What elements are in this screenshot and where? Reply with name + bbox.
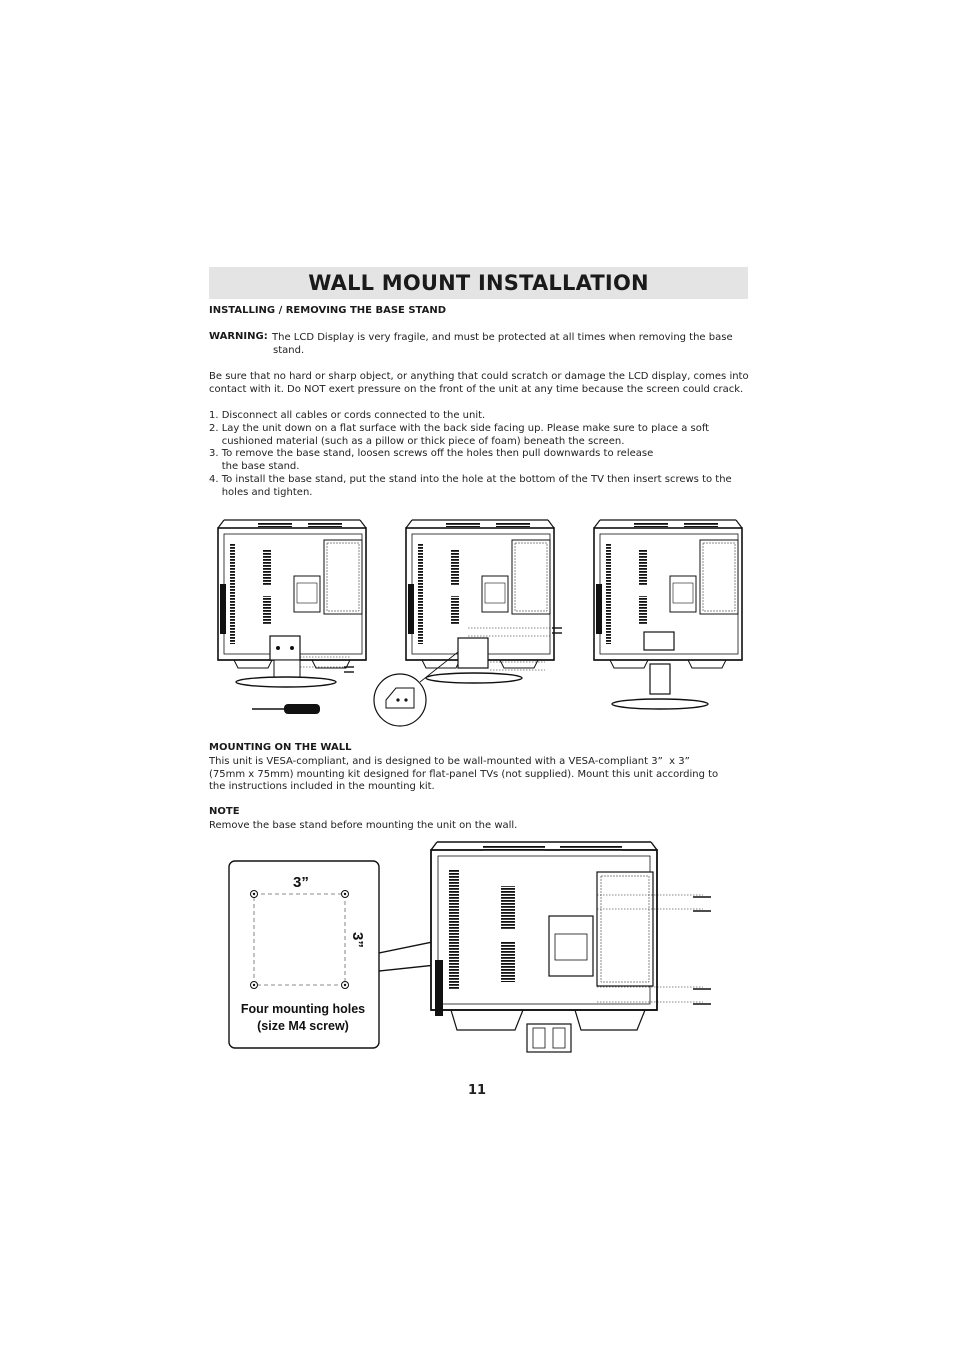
caution-line-1: Be sure that no hard or sharp object, or anything that could scratch or damage the LCD display, comes into (209, 371, 749, 382)
mounting-heading: MOUNTING ON THE WALL (209, 742, 352, 753)
step-item: holes and tighten. (209, 487, 313, 498)
dim-horizontal-label: 3” (293, 874, 309, 891)
vesa-mount-diagram (225, 840, 720, 1070)
title-bar (209, 267, 748, 299)
tv-back-large (431, 842, 657, 1052)
caption-line-2: (size M4 screw) (257, 1019, 349, 1033)
dim-vertical-label: 3” (349, 932, 366, 948)
note-heading: NOTE (209, 806, 240, 817)
warning-line-2: stand. (273, 345, 305, 356)
page-number: 11 (467, 1083, 487, 1098)
caution-line-2: contact with it. Do NOT exert pressure on the front of the unit at any time because the screen could crack. (209, 384, 744, 395)
mounting-line-1: This unit is VESA-compliant, and is designed to be wall-mounted with a VESA-compliant 3” x 3” (209, 756, 690, 767)
step-item: cushioned material (such as a pillow or thick piece of foam) beneath the screen. (209, 436, 625, 447)
step-item: 1. Disconnect all cables or cords connected to the unit. (209, 410, 486, 421)
base-stand-illustrations (200, 512, 760, 732)
tv-back-illustration-1 (218, 520, 366, 714)
step-item: the base stand. (209, 461, 300, 472)
base-stand-heading: INSTALLING / REMOVING THE BASE STAND (209, 305, 447, 316)
warning-label: WARNING: (209, 331, 268, 342)
step-item: 2. Lay the unit down on a flat surface with the back side facing up. Please make sure to place a soft (209, 423, 710, 434)
caption-line-1: Four mounting holes (240, 1002, 366, 1016)
tv-back-illustration-2 (374, 520, 562, 726)
mounting-line-2: (75mm x 75mm) mounting kit designed for flat-panel TVs (not supplied). Mount this unit according to (209, 769, 719, 780)
warning-line-1: The LCD Display is very fragile, and must be protected at all times when removing the base (272, 332, 733, 343)
page-title: WALL MOUNT INSTALLATION (308, 271, 649, 295)
step-item: 4. To install the base stand, put the stand into the hole at the bottom of the TV then insert screws to the (209, 474, 732, 485)
note-text: Remove the base stand before mounting the unit on the wall. (209, 820, 518, 831)
mounting-line-3: the instructions included in the mounting kit. (209, 781, 435, 792)
step-item: 3. To remove the base stand, loosen screws off the holes then pull downwards to release (209, 448, 654, 459)
tv-back-illustration-3 (594, 520, 742, 709)
